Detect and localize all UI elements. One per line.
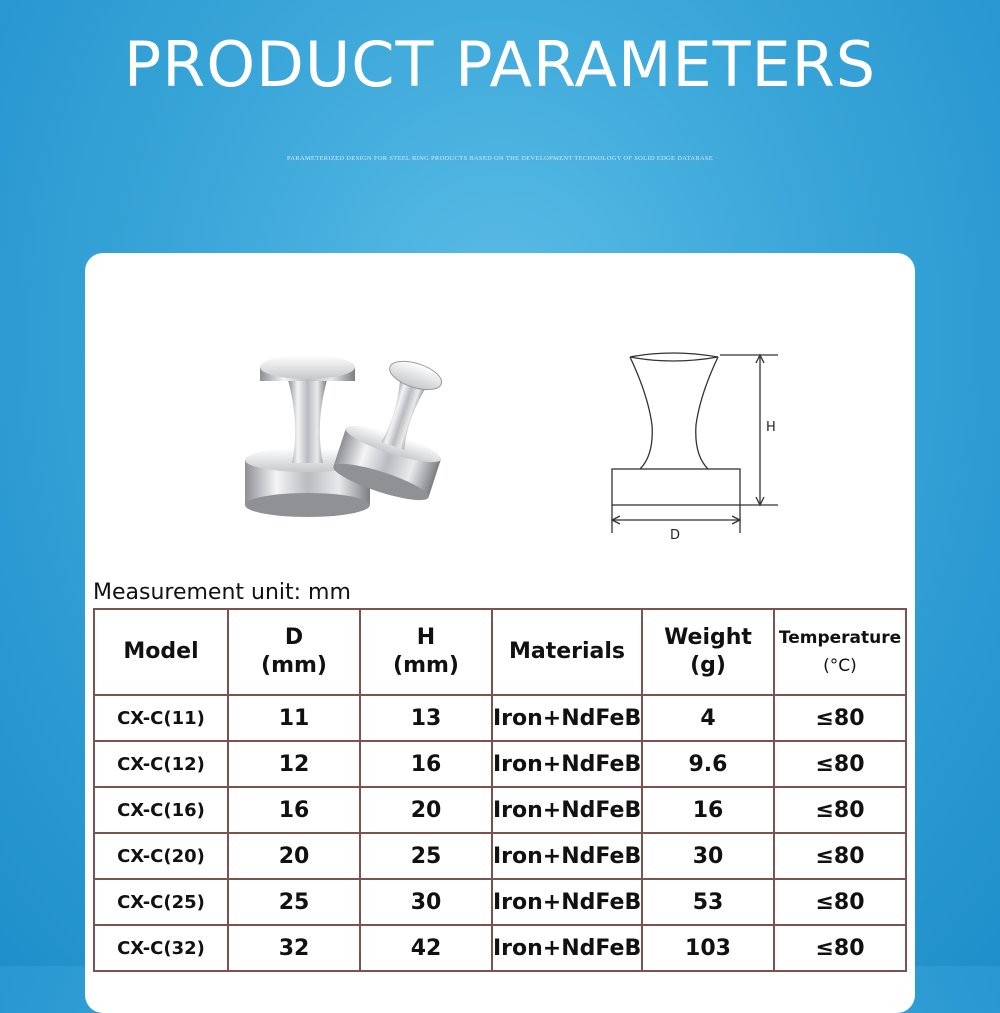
cell-material: Iron+NdFeB [492,879,642,925]
cell-weight: 103 [642,925,774,971]
cell-d: 12 [228,741,360,787]
measurement-unit-note: Measurement unit: mm [93,580,351,605]
cell-d: 20 [228,833,360,879]
cell-d: 32 [228,925,360,971]
header-weight: Weight (g) [642,609,774,695]
header-materials: Materials [492,609,642,695]
cell-model: CX-C(32) [94,925,228,971]
cell-temperature: ≤80 [774,833,906,879]
table-row [94,787,906,833]
cell-weight: 4 [642,695,774,741]
cell-model: CX-C(11) [94,695,228,741]
table-row [94,695,906,741]
cell-h: 30 [360,879,492,925]
page-subtitle: PARAMETERIZED DESIGN FOR STEEL RING PRODUCTS BASED ON THE DEVELOPMENT TECHNOLOGY OF SOLID EDGE DATABASE [286,155,714,162]
cell-model: CX-C(12) [94,741,228,787]
cell-temperature: ≤80 [774,879,906,925]
cell-d: 25 [228,879,360,925]
header-model: Model [94,609,228,695]
cell-h: 16 [360,741,492,787]
cell-h: 13 [360,695,492,741]
cell-material: Iron+NdFeB [492,787,642,833]
cell-h: 20 [360,787,492,833]
cell-material: Iron+NdFeB [492,741,642,787]
table-row [94,833,906,879]
cell-temperature: ≤80 [774,925,906,971]
cell-material: Iron+NdFeB [492,695,642,741]
cell-model: CX-C(16) [94,787,228,833]
height-label: H [766,420,776,435]
cell-material: Iron+NdFeB [492,925,642,971]
cell-weight: 53 [642,879,774,925]
table-row [94,879,906,925]
cell-weight: 9.6 [642,741,774,787]
header-temperature: Temperature (°C) [774,609,906,695]
cell-h: 42 [360,925,492,971]
table-row [94,741,906,787]
product-photo [230,335,490,535]
cell-temperature: ≤80 [774,787,906,833]
cell-model: CX-C(25) [94,879,228,925]
header-d: D (mm) [228,609,360,695]
cell-temperature: ≤80 [774,695,906,741]
cell-temperature: ≤80 [774,741,906,787]
table-row [94,925,906,971]
diameter-label: D [670,528,681,543]
parameters-table [93,608,907,972]
cell-model: CX-C(20) [94,833,228,879]
page-title: PRODUCT PARAMETERS [123,28,877,101]
cell-d: 16 [228,787,360,833]
cell-h: 25 [360,833,492,879]
table-header-row [94,609,906,695]
cell-weight: 16 [642,787,774,833]
cell-material: Iron+NdFeB [492,833,642,879]
cell-weight: 30 [642,833,774,879]
header-h: H (mm) [360,609,492,695]
cell-d: 11 [228,695,360,741]
dimension-diagram [600,345,800,545]
